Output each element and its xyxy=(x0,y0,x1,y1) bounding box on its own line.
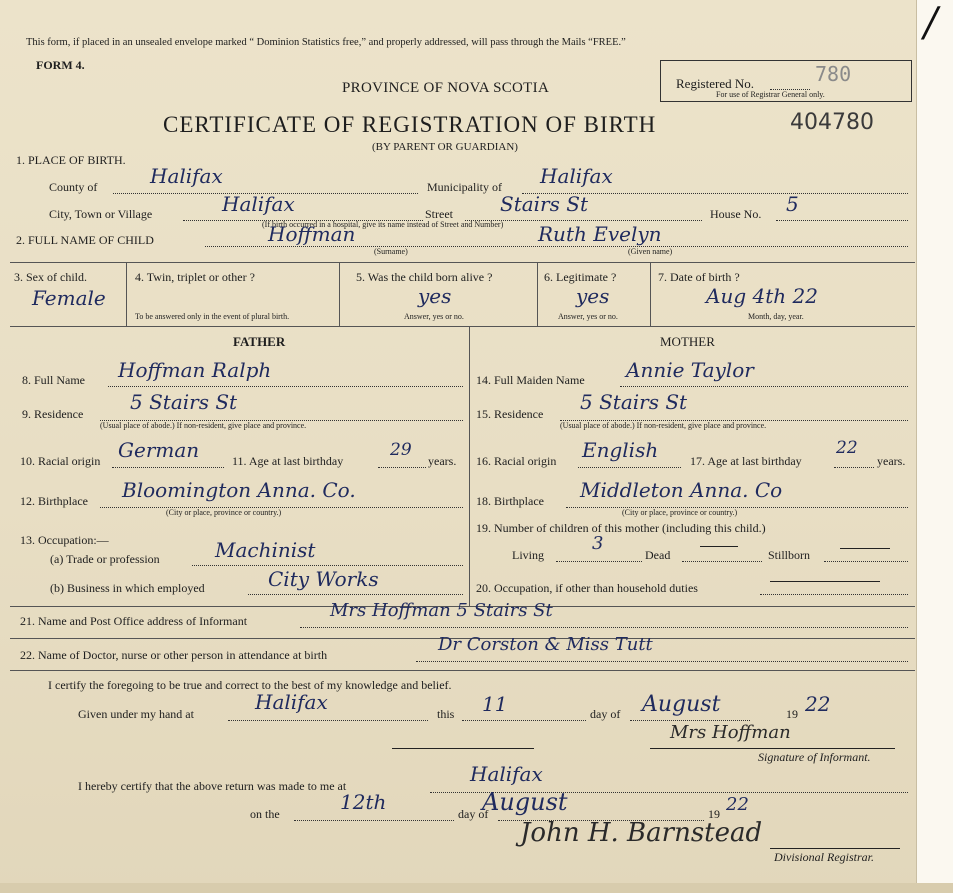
father-age-value: 29 xyxy=(390,440,412,460)
municipality-value: Halifax xyxy=(540,164,613,188)
alive-label: 5. Was the child born alive ? xyxy=(356,270,493,284)
city-value: Halifax xyxy=(222,192,295,216)
dead-label: Dead xyxy=(645,548,671,562)
informant-signature: Mrs Hoffman xyxy=(670,722,791,743)
registrar-signature: John H. Barnstead xyxy=(520,818,763,848)
mother-race-label: 16. Racial origin xyxy=(476,454,557,468)
given-under-label: Given under my hand at xyxy=(78,707,194,721)
father-race-label: 10. Racial origin xyxy=(20,454,101,468)
sex-value: Female xyxy=(32,286,106,310)
registered-note: For use of Registrar General only. xyxy=(716,90,825,99)
mother-residence-note: (Usual place of abode.) If non-resident, give place and province. xyxy=(560,421,767,430)
informant-label: 21. Name and Post Office address of Informant xyxy=(20,614,248,628)
informant-value: Mrs Hoffman 5 Stairs St xyxy=(330,600,553,621)
mother-birthplace-value: Middleton Anna. Co xyxy=(580,478,783,502)
page-edge xyxy=(916,0,953,893)
county-label: County of xyxy=(49,180,98,194)
certify-year-value: 22 xyxy=(805,692,831,716)
child-given-name: Ruth Evelyn xyxy=(538,222,662,246)
father-residence-label: 9. Residence xyxy=(22,407,84,421)
registrar-day-value: 12th xyxy=(340,790,387,814)
certify-year-prefix: 19 xyxy=(786,707,798,721)
place-of-birth-heading: 1. PLACE OF BIRTH. xyxy=(16,153,126,167)
registrar-day-of-label: day of xyxy=(458,807,489,821)
hospital-note: (If birth occurred in a hospital, give its name instead of Street and Number) xyxy=(262,220,504,229)
mother-years: years. xyxy=(877,454,906,468)
father-age-label: 11. Age at last birthday xyxy=(232,454,344,468)
mother-occupation-label: 20. Occupation, if other than household duties xyxy=(476,581,698,595)
dob-value: Aug 4th 22 xyxy=(706,284,818,308)
doctor-label: 22. Name of Doctor, nurse or other person in attendance at birth xyxy=(20,648,328,662)
mother-birthplace-note: (City or place, province or country.) xyxy=(622,508,738,517)
street-value: Stairs St xyxy=(500,192,588,216)
registrar-statement: I hereby certify that the above return was made to me at xyxy=(78,779,347,793)
mother-name-label: 14. Full Maiden Name xyxy=(476,373,585,387)
legitimate-note: Answer, yes or no. xyxy=(558,312,618,321)
registrar-month-value: August xyxy=(482,788,568,816)
sex-label: 3. Sex of child. xyxy=(14,270,87,284)
province-heading: PROVINCE OF NOVA SCOTIA xyxy=(342,80,550,96)
trade-value: Machinist xyxy=(215,538,316,562)
mother-residence-label: 15. Residence xyxy=(476,407,544,421)
certify-day-value: 11 xyxy=(482,692,508,716)
mother-name-value: Annie Taylor xyxy=(626,358,754,382)
mail-notice: This form, if placed in an unsealed envelope marked “ Dominion Statistics free,” and properly addressed, will pass through the Mails “FREE.” xyxy=(26,37,626,48)
mother-age-label: 17. Age at last birthday xyxy=(690,454,802,468)
dob-note: Month, day, year. xyxy=(748,312,804,321)
form-number: FORM 4. xyxy=(36,58,85,72)
father-residence-note: (Usual place of abode.) If non-resident, give place and province. xyxy=(100,421,307,430)
signature-caption: Signature of Informant. xyxy=(758,750,871,764)
business-label: (b) Business in which employed xyxy=(50,581,205,595)
dob-label: 7. Date of birth ? xyxy=(658,270,740,284)
given-place-value: Halifax xyxy=(255,690,328,714)
legitimate-label: 6. Legitimate ? xyxy=(544,270,617,284)
child-surname: Hoffman xyxy=(268,222,356,246)
county-value: Halifax xyxy=(150,164,223,188)
living-value: 3 xyxy=(592,533,604,554)
father-birthplace-note: (City or place, province or country.) xyxy=(166,508,282,517)
registrar-caption: Divisional Registrar. xyxy=(774,850,875,864)
certify-this-label: this xyxy=(437,707,455,721)
certificate-title: CERTIFICATE OF REGISTRATION OF BIRTH xyxy=(163,112,657,137)
alive-note: Answer, yes or no. xyxy=(404,312,464,321)
mother-race-value: English xyxy=(582,438,659,462)
certificate-number: 404780 xyxy=(790,110,874,135)
surname-caption: (Surname) xyxy=(374,247,408,256)
city-label: City, Town or Village xyxy=(49,207,153,221)
street-label: Street xyxy=(425,207,453,221)
certificate-subtitle: (BY PARENT OR GUARDIAN) xyxy=(372,141,518,153)
certify-month-value: August xyxy=(642,692,721,717)
child-name-label: 2. FULL NAME OF CHILD xyxy=(16,233,154,247)
house-value: 5 xyxy=(786,192,799,216)
father-birthplace-label: 12. Birthplace xyxy=(20,494,88,508)
trade-label: (a) Trade or profession xyxy=(50,552,160,566)
alive-value: yes xyxy=(418,284,452,308)
registered-number: 780 xyxy=(815,62,852,86)
stillborn-label: Stillborn xyxy=(768,548,811,562)
mother-birthplace-label: 18. Birthplace xyxy=(476,494,544,508)
certify-day-of-label: day of xyxy=(590,707,621,721)
mother-age-value: 22 xyxy=(836,438,858,458)
father-name-label: 8. Full Name xyxy=(22,373,85,387)
registrar-year-value: 22 xyxy=(726,794,749,815)
legitimate-value: yes xyxy=(576,284,610,308)
certify-statement: I certify the foregoing to be true and correct to the best of my knowledge and belief. xyxy=(48,678,452,692)
given-caption: (Given name) xyxy=(628,247,673,256)
mother-residence-value: 5 Stairs St xyxy=(580,390,688,414)
father-name-value: Hoffman Ralph xyxy=(118,358,272,382)
father-birthplace-value: Bloomington Anna. Co. xyxy=(122,478,356,502)
registrar-year-prefix: 19 xyxy=(708,807,720,821)
business-value: City Works xyxy=(268,567,379,591)
children-count-label: 19. Number of children of this mother (including this child.) xyxy=(476,521,766,535)
registrar-place-value: Halifax xyxy=(470,762,543,786)
living-label: Living xyxy=(512,548,544,562)
father-occupation-label: 13. Occupation:— xyxy=(20,533,109,547)
twin-note: To be answered only in the event of plural birth. xyxy=(135,312,290,321)
father-residence-value: 5 Stairs St xyxy=(130,390,238,414)
house-label: House No. xyxy=(710,207,762,221)
registrar-on-label: on the xyxy=(250,807,280,821)
mother-heading: MOTHER xyxy=(660,334,715,349)
twin-label: 4. Twin, triplet or other ? xyxy=(135,270,255,284)
father-heading: FATHER xyxy=(233,334,286,349)
corner-pen-mark: / xyxy=(924,0,938,46)
father-race-value: German xyxy=(118,438,200,462)
registered-label: Registered No. xyxy=(676,76,754,91)
municipality-label: Municipality of xyxy=(427,180,502,194)
page-bottom-edge xyxy=(0,883,953,893)
doctor-value: Dr Corston & Miss Tutt xyxy=(438,634,653,655)
father-years: years. xyxy=(428,454,457,468)
